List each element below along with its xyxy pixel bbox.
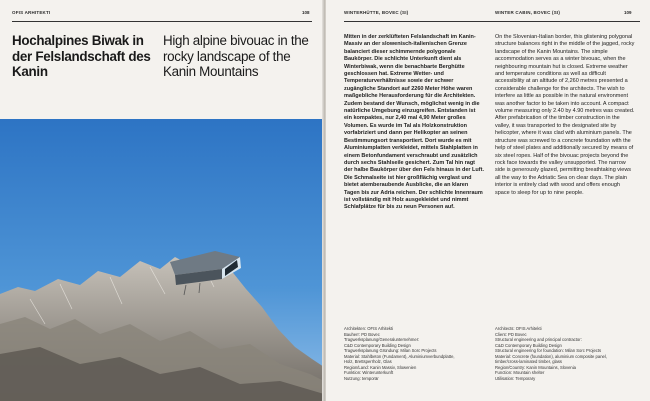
body-text-english: On the Slovenian-Italian border, this glistening polygonal structure balances right in the middle of the jagged, rocky landscape of the Kanin Mountains. The simple accommodation serves as a winter bivouac, when the neighbouring mountain hut is closed. Extreme weather and temperature conditions as well as difficult accessibility at an altitude of 2,260 metres presented a considerable challenge for the architects. The wish to interfere as little as possible in the natural environment was another factor to be taken into account. A compact volume measuring only 2.40 by 4.90 metres was created. After prefabrication of the timber construction in the valley, it was transported to the designated site by helicopter, where it was clad with aluminium panels. The structure was screwed to a concrete foundation with the help of steel plates and additionally secured by means of six steel ropes. Half of the bivouac projects beyond the rock face towards the valley unsupported. The narrow side is generously glazed, permitting breathtaking views all the way to the Adriatic Sea on clear days. The plain interior is entirely clad with wood and offers enough space to sleep for up to nine people.: [495, 34, 635, 196]
credit-line: Client: PD Bovec: [495, 331, 527, 337]
credit-line: C&D Contemporary Building Design: [495, 342, 562, 348]
credit-line: Region/Land: Kanin Massiv, Slowenien: [344, 364, 417, 370]
credit-line: Utilisation: Temporary: [495, 375, 536, 381]
credit-line: Bauherr: PD Bovec: [344, 331, 380, 337]
credit-line: Region/Country: Kanin Mountains, Slovenia: [495, 364, 577, 370]
title-german: Hochalpines Biwak in der Felslandschaft des Kanin: [12, 33, 151, 79]
left-page: [0, 0, 324, 401]
running-head-left: OFIS ARHITEKTI: [12, 10, 51, 15]
credit-line: Tragwerksplanung Gründung: Milan Sorc Projects: [344, 348, 437, 353]
credit-line: Holz, Brettsperrholz, Glas: [344, 359, 392, 364]
page-number-right: 109: [624, 10, 632, 15]
credit-line: Material: Stahlbeton (Fundament), Aluminiumverbundplatte,: [344, 353, 455, 359]
credit-line: Architects: OFIS Arhitekti: [495, 326, 542, 331]
credit-line: C&D Contemporary Building Design: [344, 342, 411, 348]
title-english: High alpine bivouac in the rocky landscape of the Kanin Mountains: [163, 33, 309, 79]
credit-line: Architekten: OFIS Arhitekti: [344, 326, 394, 331]
credits-english: [495, 326, 635, 381]
credit-line: Nutzung: temporär: [344, 375, 379, 381]
body-text-german: Mitten in der zerklüfteten Felslandschaft im Kanin-Massiv an der slowenisch-italienischen Grenze balanciert dieser schimmernde polygonale Baukörper. Die schlichte Unterkunft dient als Winterbiwak, wenn die benachbarte Berghütte geschlossen hat. Extreme Wetter- und Temperaturverhältnisse sowie der schwer zugängliche Standort auf 2260 Meter Höhe waren maßgebliche Herausforderung für die Architekten. Zudem bestand der Wunsch, möglichst wenig in die natürliche Umgebung einzugreifen. Entstanden ist ein kompaktes, nur 2,40 mal 4,90 Meter großes Volumen. Es wurde im Tal als Holzkonstruktion vorfabriziert und dann per Helikopter an seinen Bestimmungsort transportiert. Dort wurde es mit Aluminiumplatten verkleidet, mittels Stahlplatten in einem Betonfundament verschraubt und zusätzlich durch sechs Stahlseile gesichert. Zum Tal hin ragt der halbe Baukörper über den Fels hinaus in der Luft. Die Schmalseite ist hier großflächig verglast und bietet atemberaubende Ausblicke, die an klaren Tagen bis zur Adria reichen. Der schlichte Innenraum ist vollständig mit Holz ausgekleidet und nimmt Schlafplätze für bis zu neun Personen auf.: [344, 34, 484, 211]
credit-line: Funktion: Winterunterkunft: [344, 370, 394, 375]
credit-line: Structural engineering and principal contractor:: [495, 337, 582, 342]
bivouac-photo: [0, 119, 324, 401]
credit-line: Tragwerksplanung/Generalunternehmer:: [344, 337, 420, 342]
running-head-german: WINTERHÜTTE, BOVEC (SI): [344, 10, 409, 15]
credit-line: timber/cross-laminated timber, glass: [495, 359, 563, 364]
credit-line: Material: Concrete (foundation), aluminium composite panel,: [495, 353, 607, 359]
header-rule-right: [344, 21, 640, 22]
credit-line: Function: Mountain shelter: [495, 370, 545, 375]
credit-line: Structural engineering for foundation: Milan Sorc Projects: [495, 348, 602, 353]
credits-german: [344, 326, 484, 381]
header-rule-left: [12, 21, 312, 22]
page-number-left: 108: [302, 10, 310, 15]
right-page: [326, 0, 650, 401]
running-head-english: WINTER CABIN, BOVEC (SI): [495, 10, 561, 15]
